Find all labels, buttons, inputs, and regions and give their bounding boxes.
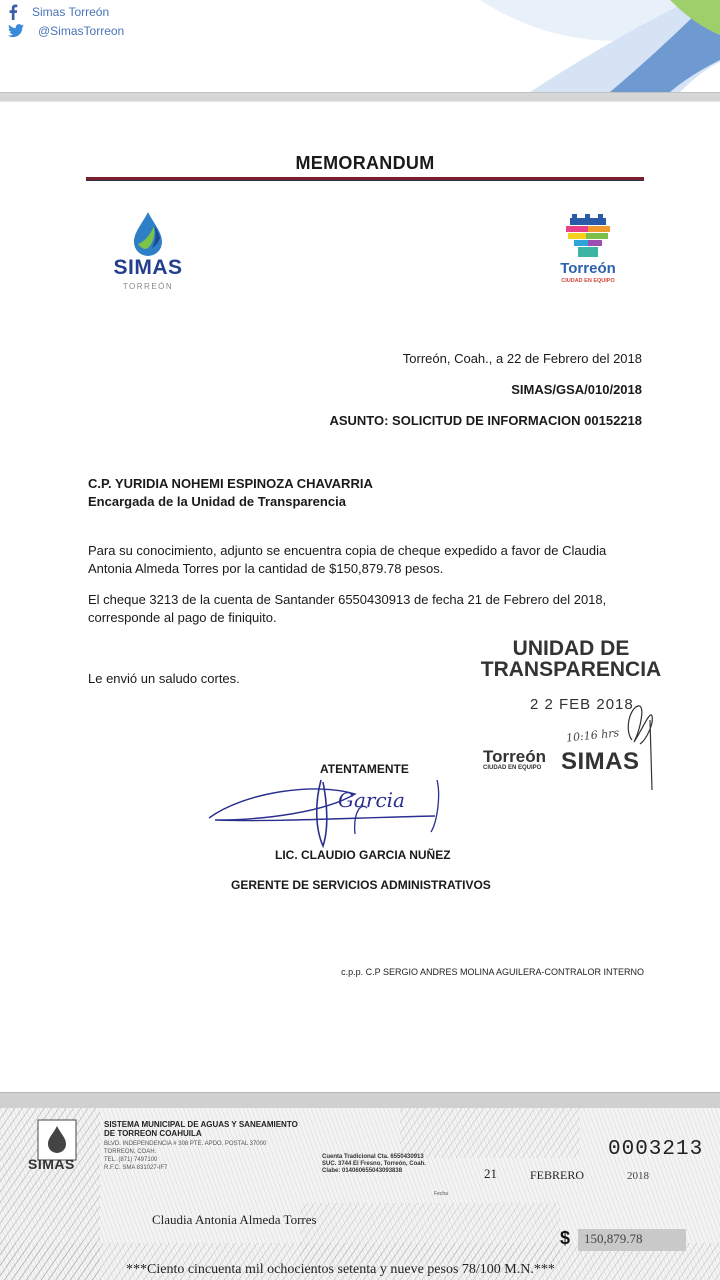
cheque-payee: Claudia Antonia Almeda Torres (152, 1212, 317, 1227)
memo-title-rule (86, 177, 644, 181)
subject-line: ASUNTO: SOLICITUD DE INFORMACION 00152218 (329, 413, 642, 428)
facebook-link[interactable] (8, 4, 109, 20)
cheque-address-line-2: TORREON, COAH. (104, 1149, 157, 1155)
cheque-amount: 150,879.78 (578, 1229, 686, 1251)
recipient-name: C.P. YURIDIA NOHEMI ESPINOZA CHAVARRIA (88, 476, 373, 491)
torreon-logo-sub: CIUDAD EN EQUIPO (561, 278, 615, 284)
cheque-amount-words: ***Ciento cincuenta mil ochocientos setenta y nueve pesos 78/100 M.N.*** (126, 1262, 555, 1277)
paragraph-2-line-1: El cheque 3213 de la cuenta de Santander 6550430913 de fecha 21 de Febrero del 2018, (88, 592, 607, 607)
cheque-address-line-1: BLVD. INDEPENDENCIA # 308 PTE. APDO. POSTAL 37000 (104, 1141, 267, 1147)
simas-logo-word: SIMAS (113, 256, 183, 279)
cheque-address (104, 1140, 266, 1172)
twitter-link[interactable] (8, 24, 124, 38)
cheque-logo-word: SIMAS (28, 1156, 75, 1172)
stamp-date: 2 2 FEB 2018 (530, 696, 634, 713)
stamp-line-2: TRANSPARENCIA (480, 658, 662, 681)
signer-title: GERENTE DE SERVICIOS ADMINISTRATIVOS (231, 878, 491, 892)
cheque-image (0, 1108, 720, 1280)
place-date: Torreón, Coah., a 22 de Febrero del 2018 (402, 351, 642, 366)
stamp-time: 10:16 hrs (565, 726, 620, 745)
recipient-role: Encargada de la Unidad de Transparencia (88, 494, 346, 509)
paragraph-1-line-1: Para su conocimiento, adjunto se encuentra copia de cheque expedido a favor de Claudia (88, 543, 607, 558)
reference-number: SIMAS/GSA/010/2018 (511, 382, 642, 397)
simas-logo (106, 210, 190, 296)
greeting: Le envió un saludo cortes. (88, 671, 240, 686)
cheque-bank-line-1: Cuenta Tradicional Cta. 6550430913 (322, 1154, 424, 1160)
carbon-copy-line: c.p.p. C.P SERGIO ANDRES MOLINA AGUILERA-CONTRALOR INTERNO (341, 967, 644, 977)
signature-script: Garcia (338, 788, 405, 812)
scan-divider-top (0, 92, 720, 102)
cheque-year: 2018 (627, 1170, 649, 1182)
cheque-bank-info (322, 1154, 426, 1175)
twitter-label: @SimasTorreon (38, 24, 125, 38)
cheque-address-line-4: R.F.C. SMA 831027-IF7 (104, 1165, 168, 1171)
cheque-fecha-label: Fecha (434, 1191, 448, 1197)
stamp-simas: SIMAS (561, 748, 640, 775)
signer-name: LIC. CLAUDIO GARCIA NUÑEZ (275, 848, 451, 862)
cheque-dollar-sign: $ (560, 1228, 571, 1248)
signature-scribble (205, 772, 455, 852)
social-banner (0, 0, 720, 92)
scan-divider-bottom (0, 1092, 720, 1108)
cheque-number: 0003213 (608, 1138, 704, 1161)
facebook-label: Simas Torreón (32, 5, 110, 19)
paragraph-1-line-2: Antonia Almeda Torres por la cantidad de $150,879.78 pesos. (88, 561, 444, 576)
torreon-logo-word: Torreón (560, 260, 616, 277)
stamp-torreon-sub: CIUDAD EN EQUIPO (483, 765, 542, 771)
stamp-initials-scribble (620, 700, 660, 790)
cheque-issuer-line-1: SISTEMA MUNICIPAL DE AGUAS Y SANEAMIENTO (104, 1120, 298, 1129)
closing: ATENTAMENTE (320, 762, 409, 776)
stamp-line-1: UNIDAD DE (512, 637, 630, 660)
twitter-icon (8, 24, 24, 38)
simas-logo-sub: TORREÓN (122, 282, 174, 291)
decorative-swoosh (440, 0, 720, 92)
cheque-bank-line-2: SUC. 3744 El Fresno, Torreón, Coah. (322, 1161, 426, 1167)
torreon-tower-icon (548, 214, 628, 260)
cheque-issuer-line-2: DE TORREON COAHUILA (104, 1129, 202, 1138)
facebook-icon (8, 4, 18, 20)
cheque-address-line-3: TEL. (871) 7497100 (104, 1157, 158, 1163)
stamp-torreon: Torreón (483, 747, 546, 766)
water-drop-icon (106, 210, 190, 256)
cheque-month: FEBRERO (530, 1168, 585, 1182)
memo-title: MEMORANDUM (295, 153, 435, 173)
cheque-day: 21 (484, 1166, 497, 1181)
cheque-bank-line-3: Clabe: 014060655043093838 (322, 1168, 403, 1174)
cheque-issuer (104, 1120, 298, 1138)
paragraph-2-line-2: corresponde al pago de finiquito. (88, 610, 277, 625)
torreon-logo (548, 214, 628, 294)
